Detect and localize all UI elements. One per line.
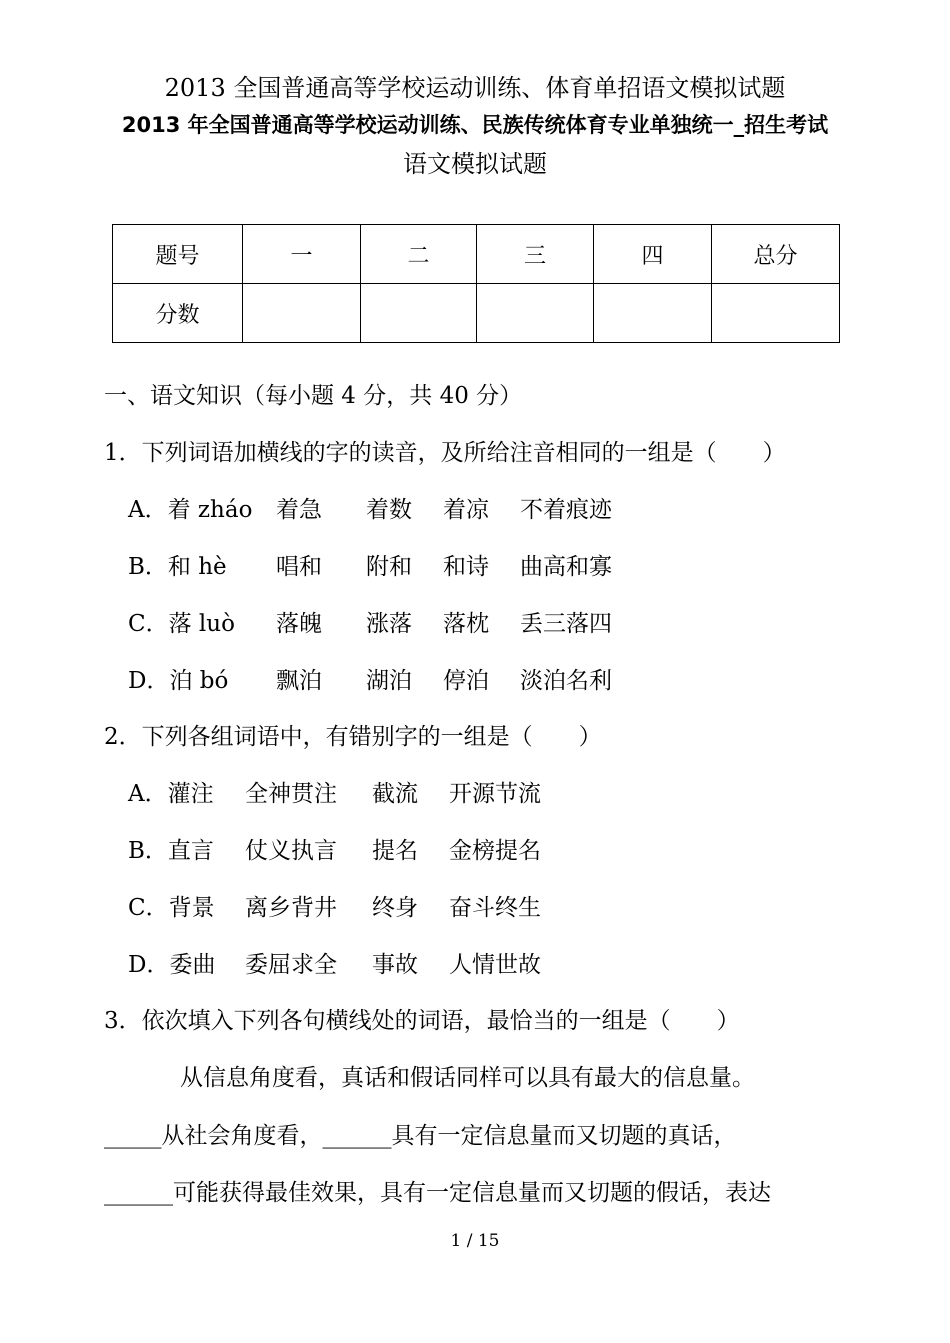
score-row-label: 分数	[113, 284, 243, 343]
option-label: A．灌注	[128, 781, 214, 807]
section-heading: 一、语文知识（每小题 4 分，共 40 分）	[104, 383, 523, 409]
option-word: 全神贯注	[245, 781, 337, 807]
option-label: B．直言	[128, 838, 214, 864]
score-table-header-row	[113, 225, 840, 284]
option-word: 着数	[366, 497, 412, 523]
option-word: 曲高和寡	[520, 554, 612, 580]
score-header-cell: 总分	[712, 225, 840, 284]
option-word: 奋斗终生	[449, 895, 541, 921]
option-word: 停泊	[443, 668, 489, 694]
score-header-cell: 一	[243, 225, 361, 284]
score-table-score-row	[113, 284, 840, 343]
option-label: A．着 zháo	[128, 497, 253, 523]
option-word: 仗义执言	[245, 838, 337, 864]
score-header-cell: 二	[361, 225, 477, 284]
option-word: 唱和	[276, 554, 322, 580]
question-2-stem: 2．下列各组词语中，有错别字的一组是（ ）	[104, 724, 602, 750]
question-1-stem: 1．下列词语加横线的字的读音，及所给注音相同的一组是（ ）	[104, 440, 786, 466]
score-cell[interactable]	[594, 284, 712, 343]
question-3-passage-line: 从信息角度看，真话和假话同样可以具有最大的信息量。	[180, 1065, 755, 1091]
score-header-cell: 三	[477, 225, 594, 284]
option-word: 截流	[372, 781, 418, 807]
option-word: 附和	[366, 554, 412, 580]
option-word: 人情世故	[449, 952, 541, 978]
option-word: 飘泊	[276, 668, 322, 694]
option-label: C．背景	[128, 895, 215, 921]
option-label: B．和 hè	[128, 554, 227, 580]
question-3-passage-line: _____从社会角度看，______具有一定信息量而又切题的真话，	[104, 1123, 737, 1149]
option-word: 开源节流	[449, 781, 541, 807]
question-3-stem: 3．依次填入下列各句横线处的词语，最恰当的一组是（ ）	[104, 1008, 740, 1034]
option-word: 离乡背井	[245, 895, 337, 921]
score-cell[interactable]	[477, 284, 594, 343]
score-cell[interactable]	[712, 284, 840, 343]
page-number: 1 / 15	[450, 1231, 500, 1251]
option-label: D．泊 bó	[128, 668, 229, 694]
option-word: 丢三落四	[520, 611, 612, 637]
option-word: 淡泊名利	[520, 668, 612, 694]
option-word: 不着痕迹	[520, 497, 612, 523]
option-word: 着凉	[443, 497, 489, 523]
option-word: 提名	[372, 838, 418, 864]
option-label: C．落 luò	[128, 611, 235, 637]
score-cell[interactable]	[361, 284, 477, 343]
option-word: 金榜提名	[449, 838, 541, 864]
score-cell[interactable]	[243, 284, 361, 343]
option-label: D．委曲	[128, 952, 216, 978]
score-header-cell: 四	[594, 225, 712, 284]
option-word: 终身	[372, 895, 418, 921]
option-word: 湖泊	[366, 668, 412, 694]
document-subtitle-2: 语文模拟试题	[403, 150, 547, 178]
option-word: 着急	[276, 497, 322, 523]
option-word: 委屈求全	[245, 952, 337, 978]
score-header-cell: 题号	[113, 225, 243, 284]
option-word: 落魄	[276, 611, 322, 637]
option-word: 涨落	[366, 611, 412, 637]
document-title: 2013 全国普通高等学校运动训练、体育单招语文模拟试题	[164, 74, 786, 102]
option-word: 落枕	[443, 611, 489, 637]
option-word: 和诗	[443, 554, 489, 580]
question-3-passage-line: ______可能获得最佳效果，具有一定信息量而又切题的假话，表达	[104, 1180, 771, 1206]
document-subtitle: 2013 年全国普通高等学校运动训练、民族传统体育专业单独统一_招生考试	[121, 113, 829, 137]
option-word: 事故	[372, 952, 418, 978]
score-table	[112, 224, 840, 343]
